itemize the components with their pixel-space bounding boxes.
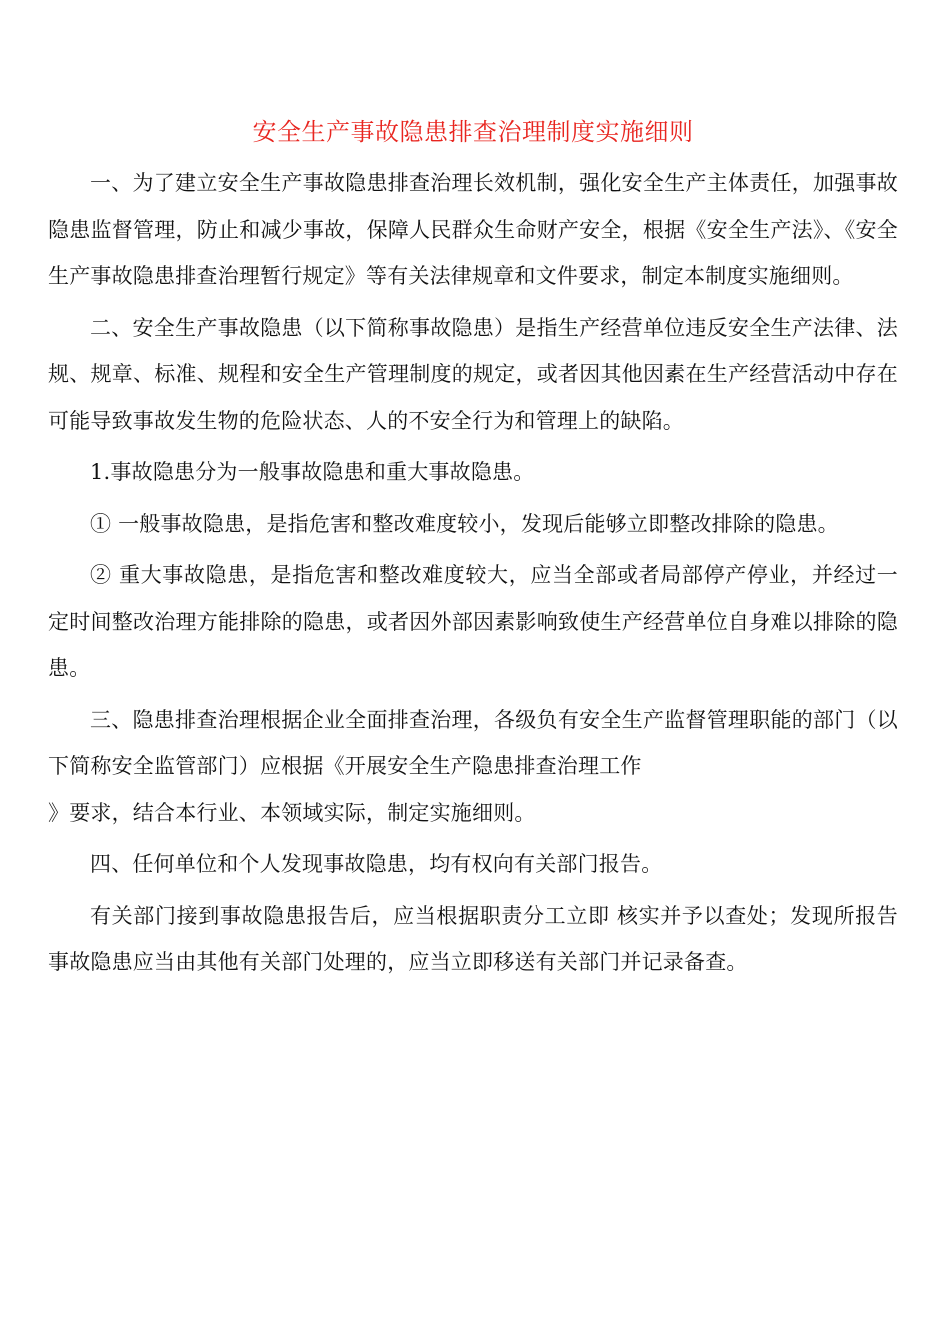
paragraph-2: 二、安全生产事故隐患（以下简称事故隐患）是指生产经营单位违反安全生产法律、法规、规章、标准、规程和安全生产管理制度的规定，或者因其他因素在生产经营活动中存在可能导致事故发生物的危险状态、人的不安全行为和管理上的缺陷。 — [48, 315, 898, 433]
document-title: 安全生产事故隐患排查治理制度实施细则 — [252, 118, 694, 146]
paragraph-6-continued: 》要求，结合本行业、本领域实际，制定实施细则。 — [48, 800, 536, 825]
paragraph-6: 三、隐患排查治理根据企业全面排查治理，各级负有安全生产监督管理职能的部门（以下简称安全监管部门）应根据《开展安全生产隐患排查治理工作 — [48, 707, 898, 778]
paragraph-1: 一、为了建立安全生产事故隐患排查治理长效机制，强化安全生产主体责任，加强事故隐患监督管理，防止和减少事故，保障人民群众生命财产安全，根据《安全生产法》、《安全生产事故隐患排查治理暂行规定》等有关法律规章和文件要求，制定本制度实施细则。 — [48, 171, 898, 288]
paragraph-8: 有关部门接到事故隐患报告后，应当根据职责分工立即 核实并予以查处；发现所报告事故隐患应当由其他有关部门处理的，应当立即移送有关部门并记录备查。 — [48, 903, 898, 974]
paragraph-3: 1.事故隐患分为一般事故隐患和重大事故隐患。 — [90, 460, 535, 484]
paragraph-7: 四、任何单位和个人发现事故隐患，均有权向有关部门报告。 — [90, 852, 663, 876]
paragraph-5: ② 重大事故隐患，是指危害和整改难度较大，应当全部或者局部停产停业，并经过一定时间整改治理方能排除的隐患，或者因外部因素影响致使生产经营单位自身难以排除的隐患。 — [48, 563, 898, 680]
document-page — [48, 110, 898, 991]
paragraph-4: ① 一般事故隐患，是指危害和整改难度较小，发现后能够立即整改排除的隐患。 — [90, 511, 839, 536]
